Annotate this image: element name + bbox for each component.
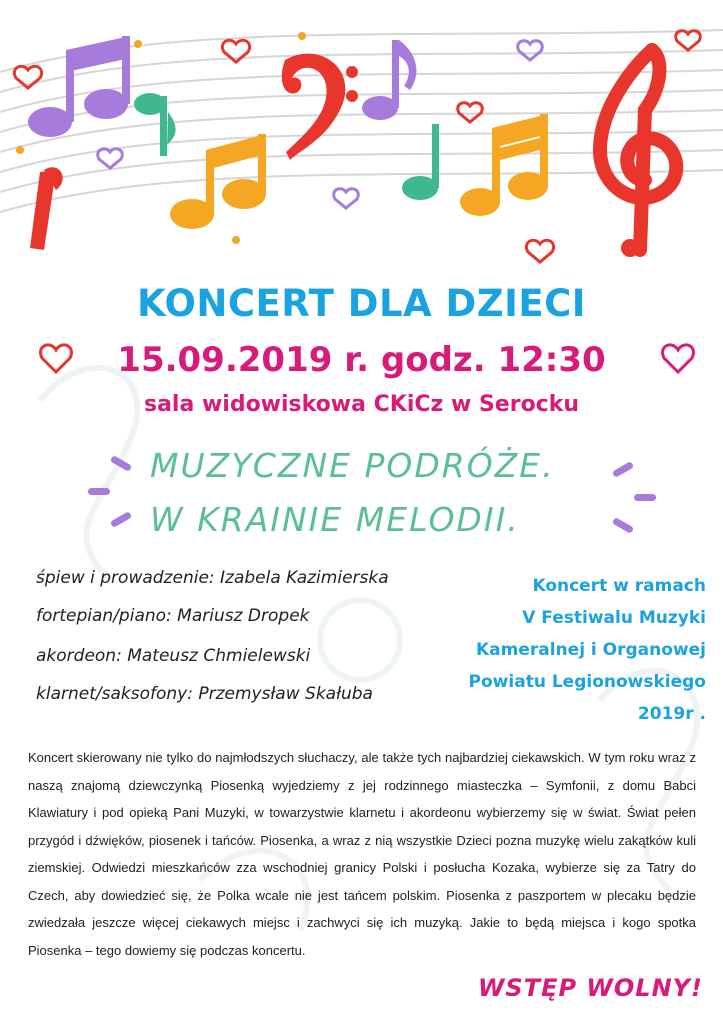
treble-clef-dot — [621, 239, 639, 257]
dot-icon — [134, 40, 142, 48]
green-note-icon — [402, 124, 439, 200]
festival-line: V Festiwalu Muzyki — [522, 608, 706, 628]
concert-title: KONCERT DLA DZIECI — [136, 282, 587, 325]
left-dash-mid — [88, 488, 110, 495]
heart-icon — [518, 41, 543, 60]
music-staff-illustration — [0, 0, 723, 280]
festival-info — [420, 570, 706, 730]
heart-icon — [334, 189, 359, 208]
heart-icon — [676, 31, 701, 50]
orange-double-note-icon — [460, 114, 548, 216]
dot-icon — [232, 236, 240, 244]
heart-icon — [526, 240, 553, 262]
festival-line: Kameralnej i Organowej — [475, 640, 706, 660]
dot-icon — [298, 32, 306, 40]
performer-piano: fortepian/piano: Mariusz Dropek — [36, 606, 310, 626]
free-admission: WSTĘP WOLNY! — [477, 974, 703, 1002]
concert-venue: sala widowiskowa CKiCz w Serocku — [143, 392, 580, 417]
dot-icon — [16, 146, 24, 154]
bass-clef-icon — [282, 54, 358, 160]
performer-clarinet: klarnet/saksofony: Przemysław Skałuba — [36, 684, 373, 704]
performer-vocals: śpiew i prowadzenie: Izabela Kazimierska — [36, 568, 389, 588]
treble-clef-icon — [600, 50, 676, 250]
heart-icon — [458, 103, 483, 122]
purple-note-icon — [28, 36, 130, 137]
red-note-icon — [30, 167, 63, 250]
subtitle-line-2: W KRAINIE MELODII. — [150, 500, 520, 539]
subtitle-line-1: MUZYCZNE PODRÓŻE. — [150, 446, 555, 485]
festival-line: Koncert w ramach — [532, 576, 706, 596]
concert-description: Koncert skierowany nie tylko do najmłodszych słuchaczy, ale także tych najbardziej ciekawskich. W tym roku wraz z naszą znajomą dziewczynką Piosenką wyjedziemy z jej rodzinnego miasteczka – Symfonii, z domu Babci Klawiatury i pod opieką Pani Muzyki, w towarzystwie klarnetu i akordeonu wybierzemy się w świat. Świat pełen przygód i dźwięków, piosenek i tańców. Piosenka, a wraz z nią wszystkie Dzieci pozna muzykę wielu zakątków kuli ziemskiej. Odwiedzi mieszkańców zza wschodniej granicy Polski i posłucha Kozaka, wybierze się za Tatry do Czech, aby dowiedzieć się, że Polka wcale nie jest tańcem polskim. Piosenka z paszportem w plecaku będzie zwiedzała jeszcze więcej ciekawych miejsc i zachwyci się ich muzyką. Jakie to będą miejsca i kogo spotka Piosenka – tego dowiemy się podczas koncertu. — [28, 750, 696, 958]
concert-datetime: 15.09.2019 r. godz. 12:30 — [117, 340, 606, 380]
purple-eighth-note-icon — [362, 40, 416, 120]
festival-line: Powiatu Legionowskiego — [468, 672, 706, 692]
performer-accordion: akordeon: Mateusz Chmielewski — [36, 646, 311, 666]
right-dash-mid — [634, 494, 656, 501]
festival-line: 2019r . — [637, 704, 706, 724]
heart-icon — [658, 340, 698, 376]
